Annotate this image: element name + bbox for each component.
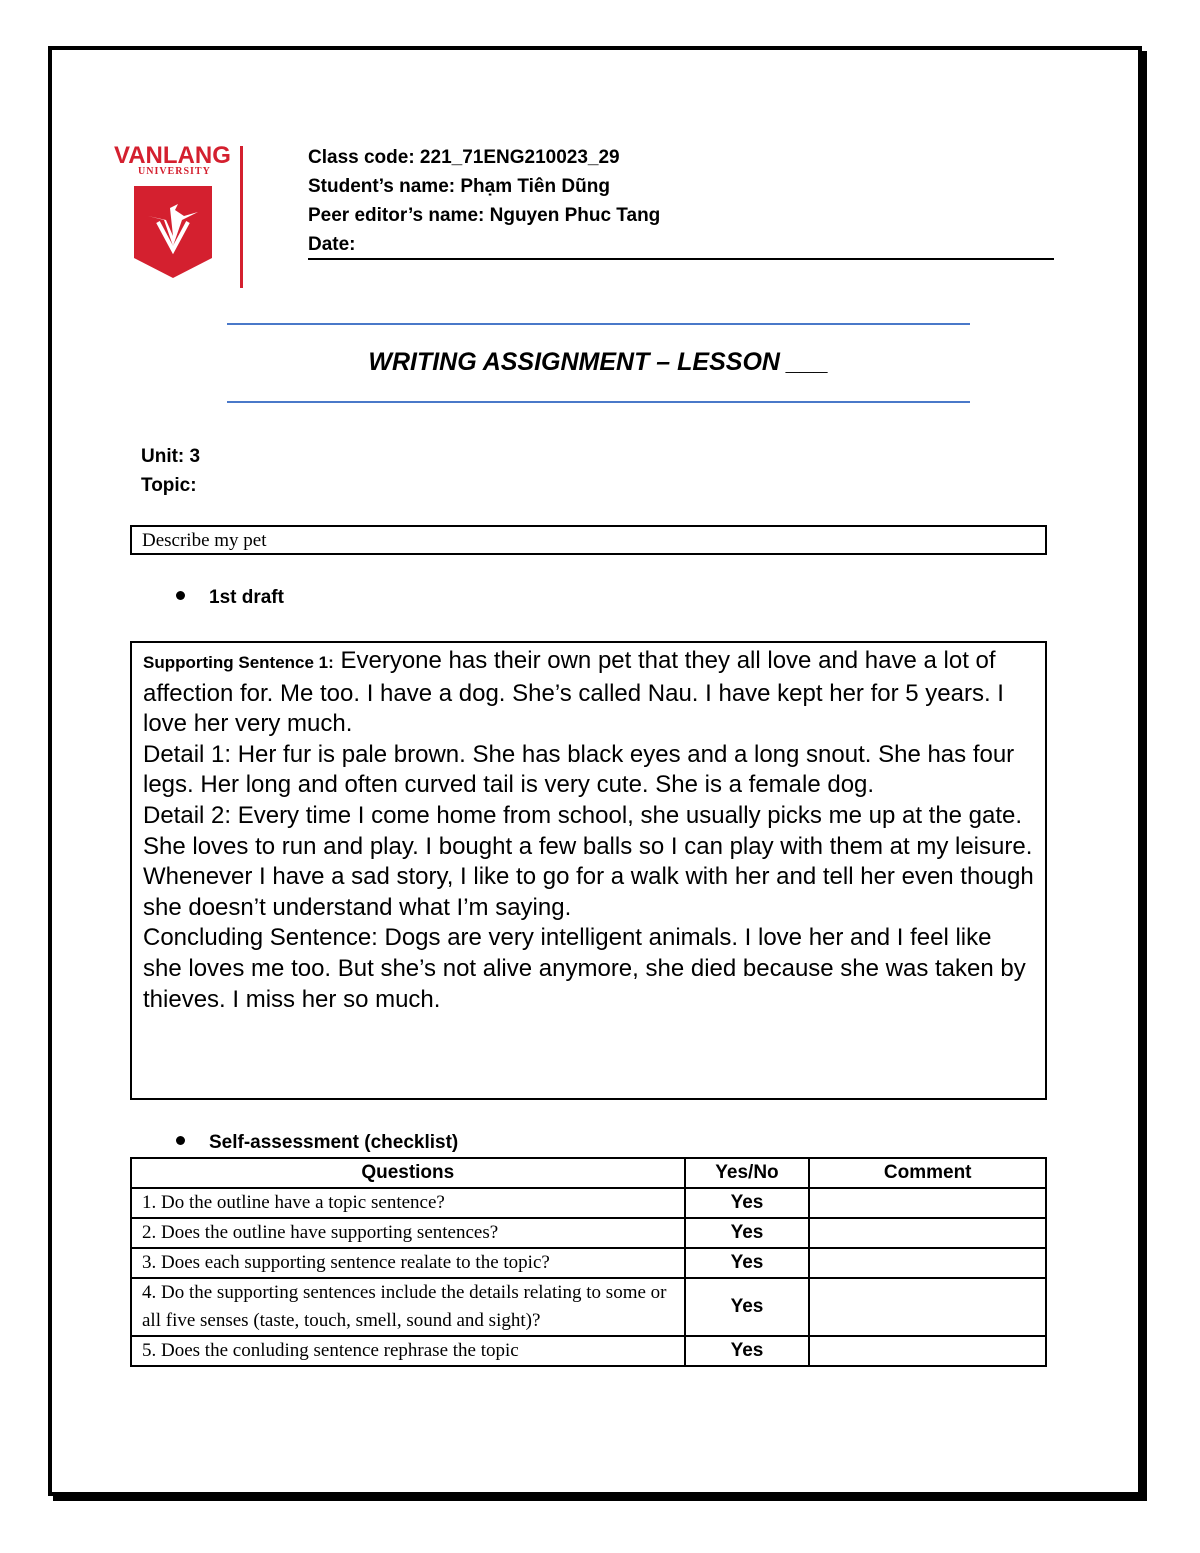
logo-divider (240, 146, 243, 288)
concluding-sentence: Concluding Sentence: Dogs are very intelligent animals. I love her and I feel like she loves me too. But she’s not alive anymore, she died because she was taken by thieves. I miss her so much. (143, 924, 1026, 1013)
student-name: Student’s name: Phạm Tiên Dũng (308, 176, 610, 197)
comment-cell (809, 1218, 1046, 1248)
comment-cell (809, 1278, 1046, 1336)
first-draft-label: 1st draft (209, 587, 284, 608)
peer-editor-name: Peer editor’s name: Nguyen Phuc Tang (308, 205, 661, 226)
table-header-row (131, 1158, 1046, 1188)
checklist-table (130, 1157, 1047, 1367)
first-draft-heading (176, 587, 284, 609)
date-field: Date: (308, 234, 356, 255)
question-cell: 2. Does the outline have supporting sentences? (131, 1218, 685, 1248)
answer-cell: Yes (685, 1336, 810, 1366)
topic-box: Describe my pet (130, 525, 1047, 555)
column-header-questions: Questions (131, 1158, 685, 1188)
table-row (131, 1336, 1046, 1366)
comment-cell (809, 1188, 1046, 1218)
table-row (131, 1278, 1046, 1336)
self-assessment-label: Self-assessment (checklist) (209, 1132, 459, 1153)
logo-wordmark: VANLANG (114, 142, 231, 169)
header-divider (308, 258, 1054, 260)
header-info (308, 143, 660, 259)
table-row (131, 1248, 1046, 1278)
detail-2: Detail 2: Every time I come home from school, she usually picks me up at the gate. She loves to run and play. I bought a few balls so I can play with them at my leisure. Whenever I have a sad story, I like to go for a walk with her and tell her even though she doesn’t understand what I’m saying. (143, 801, 1034, 921)
column-header-comment: Comment (809, 1158, 1046, 1188)
question-cell: 3. Does each supporting sentence realate to the topic? (131, 1248, 685, 1278)
answer-cell: Yes (685, 1218, 810, 1248)
self-assessment-heading (176, 1132, 458, 1154)
table-row (131, 1188, 1046, 1218)
draft-box (130, 641, 1047, 1100)
answer-cell: Yes (685, 1278, 810, 1336)
column-header-yes-no: Yes/No (685, 1158, 810, 1188)
supporting-sentence-text: Everyone has their own pet that they all love and have a lot of affection for. Me too. I have a dog. She’s called Nau. I have kept her for 5 years. I love her very much. (143, 647, 1004, 738)
supporting-sentence-label: Supporting Sentence 1: (143, 653, 334, 672)
supporting-sentence-paragraph (143, 646, 1035, 740)
answer-cell: Yes (685, 1188, 810, 1218)
title-rule-top (227, 323, 970, 325)
shield-logo-icon (134, 186, 212, 283)
unit-label: Unit: 3 (141, 446, 201, 467)
logo-subtitle: UNIVERSITY (138, 166, 211, 177)
unit-topic-block (141, 442, 200, 500)
table-row (131, 1218, 1046, 1248)
question-cell: 4. Do the supporting sentences include the details relating to some or all five senses (taste, touch, smell, sound and sight)? (131, 1278, 685, 1336)
comment-cell (809, 1248, 1046, 1278)
bullet-icon (176, 1136, 185, 1145)
page-title: WRITING ASSIGNMENT – LESSON ___ (368, 348, 829, 376)
topic-label: Topic: (141, 475, 197, 496)
comment-cell (809, 1336, 1046, 1366)
bullet-icon (176, 591, 185, 600)
title-rule-bottom (227, 401, 970, 403)
class-code: Class code: 221_71ENG210023_29 (308, 147, 620, 168)
question-cell: 5. Does the conluding sentence rephrase the topic (131, 1336, 685, 1366)
detail-1: Detail 1: Her fur is pale brown. She has black eyes and a long snout. She has four legs. Her long and often curved tail is very cute. She is a female dog. (143, 740, 1015, 799)
answer-cell: Yes (685, 1248, 810, 1278)
question-cell: 1. Do the outline have a topic sentence? (131, 1188, 685, 1218)
